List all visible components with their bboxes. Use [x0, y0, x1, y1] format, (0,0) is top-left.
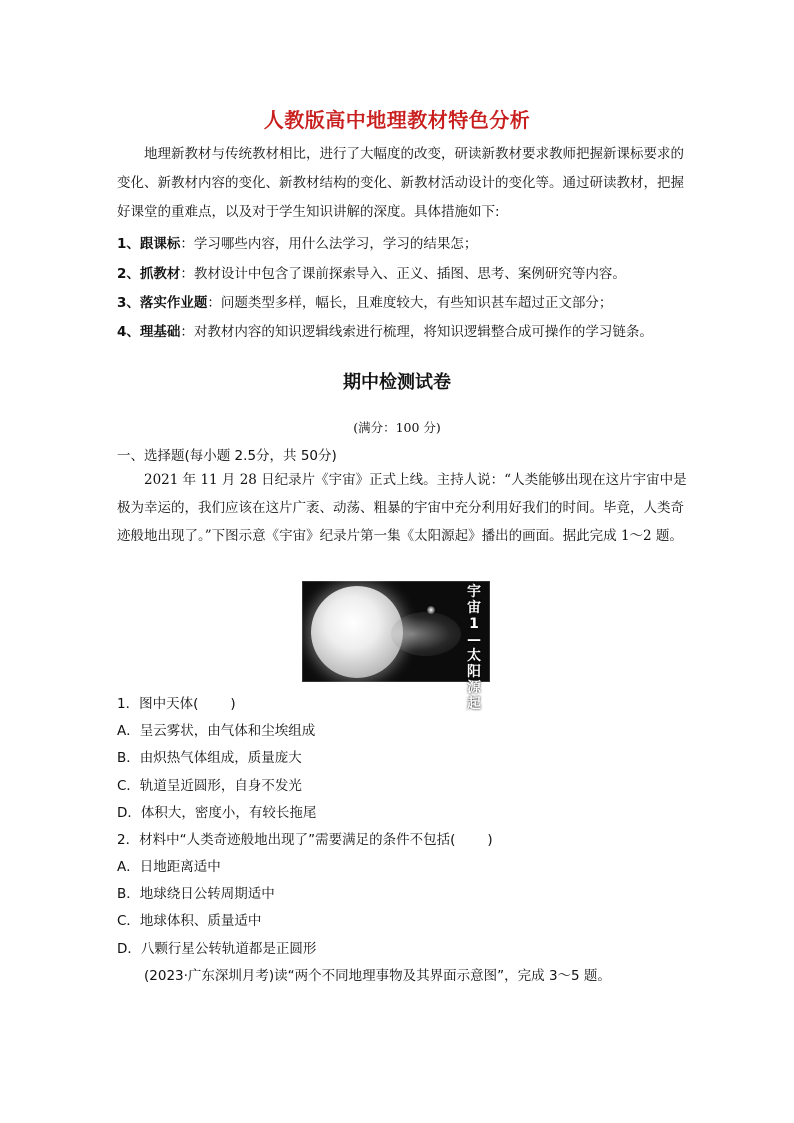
score-note: (满分：100 分): [353, 420, 441, 435]
bright-star-graphic: [427, 606, 435, 614]
figure-caption: 宇宙1—太阳源起: [467, 584, 481, 712]
section-heading: 一、选择题(每小题 2.5分，共 50分): [117, 448, 337, 464]
question-2-option-c: C．地球体积、质量适中: [117, 913, 262, 929]
question-1-stem: 1．图中天体( ): [117, 696, 236, 712]
question-2-option-d: D．八颗行星公转轨道都是正圆形: [117, 941, 317, 957]
intro-item-label: 2、抓教材: [117, 266, 181, 282]
intro-item-2: [117, 262, 697, 282]
question-1-option-b: B．由炽热气体组成，质量庞大: [117, 750, 302, 766]
exam-title: 期中检测试卷: [343, 372, 451, 393]
intro-item-text: ：学习哪些内容，用什么法学习，学习的结果怎；: [180, 236, 478, 252]
question-2-stem: 2．材料中“人类奇迹般地出现了”需要满足的条件不包括( ): [117, 832, 493, 848]
intro-item-label: 3、落实作业题: [117, 295, 208, 311]
question-1-option-a: A．呈云雾状，由气体和尘埃组成: [117, 723, 316, 739]
intro-item-1: [117, 232, 697, 252]
intro-item-label: 4、理基础: [117, 324, 181, 340]
solar-flare-graphic: [391, 612, 461, 656]
question-1-option-c: C．轨道呈近圆形，自身不发光: [117, 778, 302, 794]
material-text: 2021 年 11 月 28 日纪录片《宇宙》正式上线。主持人说：“人类能够出现在这片宇宙中是极为幸运的，我们应该在这片广袤、动荡、粗暴的宇宙中充分利用好我们的时间。毕竟，人类奇迹般地出现了。”下图示意《宇宙》纪录片第一集《太阳源起》播出的画面。据此完成 1～2 题。: [117, 472, 687, 544]
intro-paragraph: [117, 140, 689, 227]
sun-documentary-image: [302, 581, 490, 712]
material-2-paragraph: (2023·广东深圳月考)读“两个不同地理事物及其界面示意图”，完成 3～5 题。: [144, 968, 611, 984]
sun-graphic: [311, 586, 403, 678]
intro-item-text: ：教材设计中包含了课前探索导入、正义、插图、思考、案例研究等内容。: [180, 266, 626, 282]
intro-item-4: [117, 320, 697, 340]
intro-item-text: ：对教材内容的知识逻辑线索进行梳理，将知识逻辑整合成可操作的学习链条。: [180, 324, 653, 340]
intro-item-text: ：问题类型多样，幅长，且难度较大，有些知识甚车超过正文部分；: [207, 295, 613, 311]
document-title: 人教版高中地理教材特色分析: [263, 108, 531, 132]
material-paragraph: [117, 466, 689, 550]
question-2-option-b: B．地球绕日公转周期适中: [117, 886, 275, 902]
intro-paragraph-text: 地理新教材与传统教材相比，进行了大幅度的改变，研读新教材要求教师把握新课标要求的变化、新教材内容的变化、新教材结构的变化、新教材活动设计的变化等。通过研读教材，把握好课堂的重难点，以及对于学生知识讲解的深度。具体措施如下:: [117, 146, 684, 220]
intro-item-3: [117, 291, 697, 311]
question-1-option-d: D．体积大，密度小，有较长拖尾: [117, 805, 317, 821]
question-2-option-a: A．日地距离适中: [117, 859, 221, 875]
intro-item-label: 1、跟课标: [117, 236, 181, 252]
